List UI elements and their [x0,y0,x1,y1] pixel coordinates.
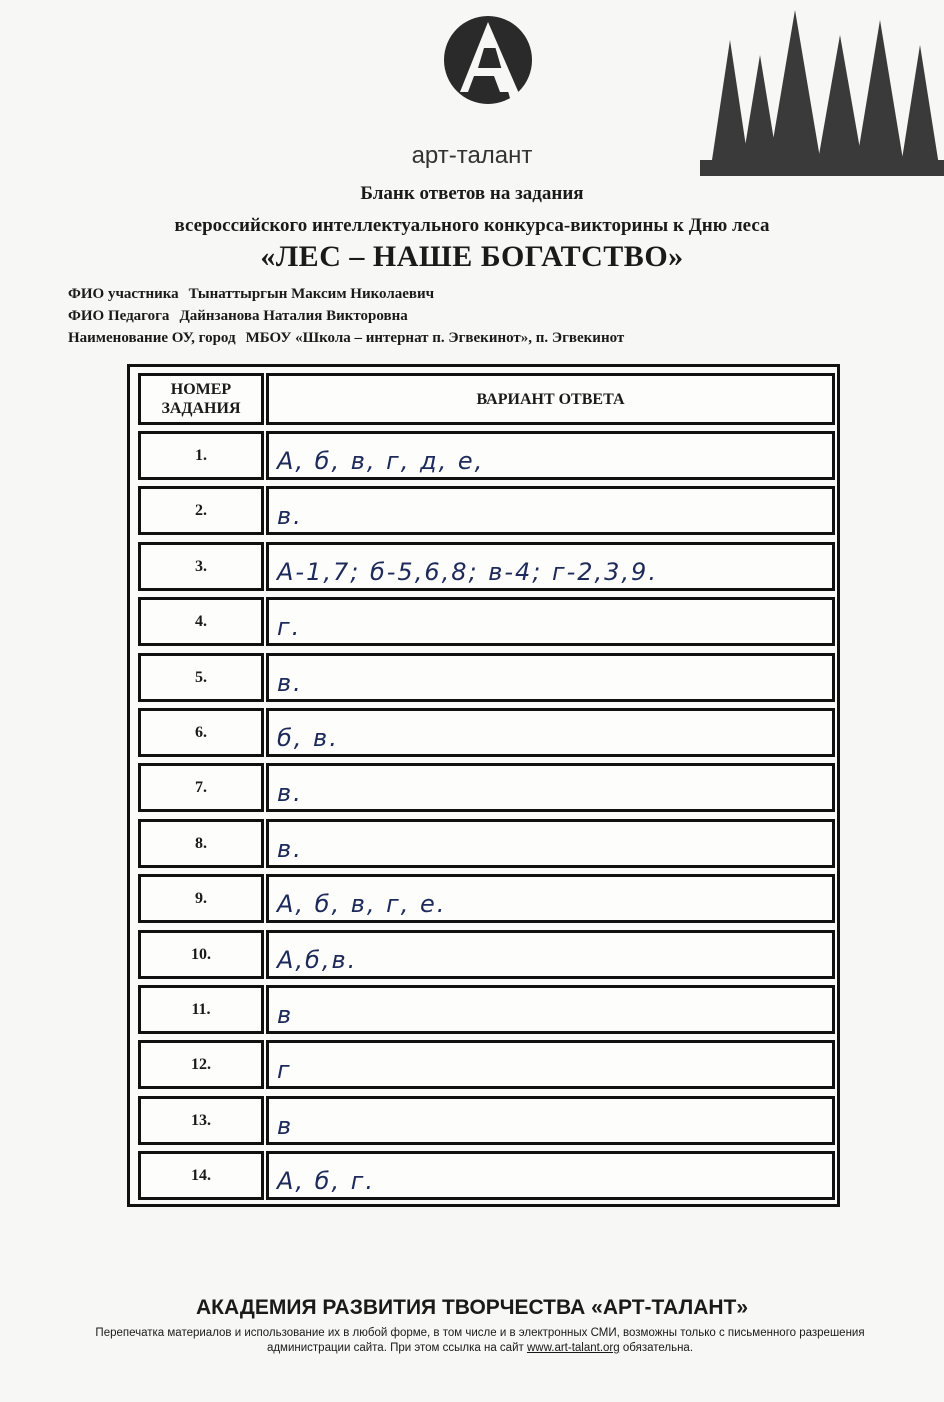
answer-cell: в. [266,763,835,812]
answer-cell: в. [266,653,835,702]
column-header-number [138,373,264,425]
task-number-cell: 1. [138,431,264,480]
answer-cell: в. [266,819,835,868]
answer-cell: в [266,985,835,1034]
school-value: МБОУ «Школа – интернат п. Эгвекинот», п. Эгвекинот [245,330,625,346]
participant-row [68,286,434,303]
task-number-cell: 12. [138,1040,264,1089]
answer-cell: б, в. [266,708,835,757]
participant-value: Тынаттыргын Максим Николаевич [188,286,435,302]
answer-cell: А, б, г. [266,1151,835,1200]
participant-label: ФИО участника [68,286,179,302]
art-talant-logo [438,10,538,145]
task-number-cell: 10. [138,930,264,979]
school-label: Наименование ОУ, город [68,330,236,346]
teacher-value: Дайнзанова Наталия Викторовна [179,308,408,324]
task-number-cell: 3. [138,542,264,591]
task-number-cell: 6. [138,708,264,757]
task-number-cell: 4. [138,597,264,646]
column-header-number-line2: ЗАДАНИЯ [161,400,241,417]
footer-note-end: обязательна. [622,1342,694,1354]
answer-cell: А-1,7; б-5,6,8; в-4; г-2,3,9. [266,542,835,591]
task-number-cell: 8. [138,819,264,868]
footer-title: АКАДЕМИЯ РАЗВИТИЯ ТВОРЧЕСТВА «АРТ-ТАЛАНТ» [195,1296,749,1319]
column-header-answer: ВАРИАНТ ОТВЕТА [266,373,835,425]
answer-cell: г [266,1040,835,1089]
forest-illustration [690,0,944,180]
task-number-cell: 14. [138,1151,264,1200]
task-number-cell: 9. [138,874,264,923]
answer-cell: г. [266,597,835,646]
teacher-label: ФИО Педагога [68,308,170,324]
teacher-row [68,308,408,325]
task-number-cell: 11. [138,985,264,1034]
site-link[interactable]: www.art-talant.org [526,1342,620,1354]
task-number-cell: 7. [138,763,264,812]
answer-cell: А, б, в, г, е. [266,874,835,923]
task-number-cell: 5. [138,653,264,702]
school-row [68,330,624,347]
answer-cell: в [266,1096,835,1145]
footer-note [70,1326,890,1356]
brand-name: арт-талант [411,142,533,169]
answer-table [127,364,840,1207]
contest-title: «ЛЕС – НАШЕ БОГАТСТВО» [260,240,684,273]
answer-cell: А, б, в, г, д, е, [266,431,835,480]
answer-cell: А,б,в. [266,930,835,979]
footer-note-text: Перепечатка материалов и использование их в любой форме, в том числе и в электронных СМИ, возможны только с письменного разрешения администрации сайта. При этом ссылка на сайт [95,1327,865,1354]
answer-cell: в. [266,486,835,535]
form-subtitle: Бланк ответов на задания [360,183,584,204]
contest-description: всероссийского интеллектуального конкурса-викторины к Дню леса [174,215,770,236]
task-number-cell: 2. [138,486,264,535]
column-header-number-line1: НОМЕР [170,381,232,398]
task-number-cell: 13. [138,1096,264,1145]
